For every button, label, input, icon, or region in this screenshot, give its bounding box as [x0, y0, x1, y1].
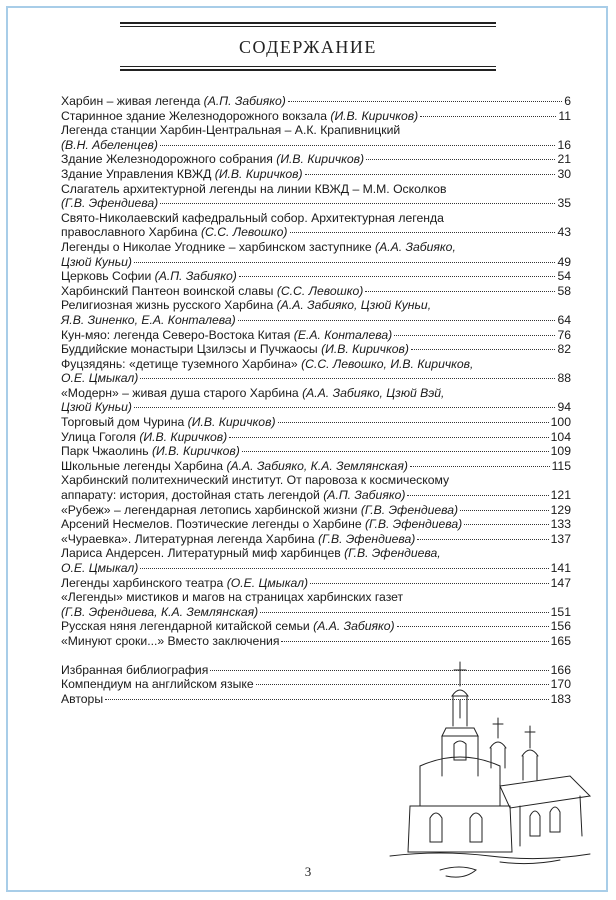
toc-entry-final-line [61, 94, 571, 109]
toc-entry [61, 634, 571, 649]
toc-entry-title [61, 677, 254, 692]
toc-entry [61, 444, 571, 459]
toc-entry-authors: (И.В. Киричков) [187, 415, 276, 430]
toc-entry-text: «Чураевка». Литературная легенда Харбина [61, 531, 319, 546]
toc-page-number: 104 [550, 429, 571, 444]
toc-entry-title [61, 517, 462, 532]
toc-entry-title [61, 255, 132, 270]
toc-entry-authors: (А.П. Забияко) [203, 94, 286, 108]
toc-entry-line [61, 211, 571, 226]
toc-leader-dots [410, 466, 550, 467]
toc-page-number: 137 [550, 531, 571, 546]
toc-entry [61, 532, 571, 547]
toc-entry-text: «Минуют сроки...» Вместо заключения [61, 633, 280, 648]
toc-entry-final-line [61, 459, 571, 474]
toc-entry [61, 284, 571, 299]
toc-entry [61, 619, 571, 634]
toc-entry-title [61, 167, 303, 182]
toc-entry-text: Церковь Софии [61, 269, 155, 284]
toc-entry-text: Торговый дом Чурина [61, 415, 188, 430]
toc-entry-title [61, 196, 158, 211]
toc-page-number: 121 [550, 488, 571, 503]
toc-page-number: 100 [550, 415, 571, 430]
toc-entry-authors: (С.С. Левошко) [200, 225, 288, 240]
toc-entry [61, 342, 571, 357]
toc-entry [61, 576, 571, 591]
toc-entry-text: Слагатель архитектурной легенды на линии КВЖД – М.М. Осколков [61, 181, 447, 196]
toc-entry-authors: Цзюй Куньи) [61, 254, 132, 269]
toc-leader-dots [288, 101, 562, 102]
toc-leader-dots [411, 349, 556, 350]
toc-entry-text: Свято-Николаевский кафедральный собор. Архитектурная легенда [61, 210, 444, 225]
toc-page-number: 133 [550, 517, 571, 532]
toc-entry-final-line [61, 576, 571, 591]
toc-entry-title [61, 430, 227, 445]
toc-entry [61, 430, 571, 445]
toc-leader-dots [134, 407, 555, 408]
toc-entry-authors: О.Е. Цмыкал) [61, 371, 139, 386]
toc-entry-title [61, 371, 138, 386]
toc-page-number: 21 [557, 152, 571, 167]
toc-entry-title [61, 503, 458, 518]
toc-entry-text: «Рубеж» – легендарная летопись харбинской жизни [61, 502, 361, 517]
toc-entry-title [61, 109, 418, 124]
toc-entry-title [61, 488, 405, 503]
toc-entry-title [61, 342, 409, 357]
toc-entry-text: Кун-мяо: легенда Северо-Востока Китая [61, 327, 294, 342]
toc-entry-final-line [61, 619, 571, 634]
toc-entry-title [61, 576, 308, 591]
toc-entry-text: Легенды о Николае Угоднике – харбинском заступнике [61, 239, 376, 254]
toc-entry-title [61, 561, 138, 576]
toc-entry-authors: (И.В. Киричков) [151, 444, 240, 459]
toc-entry [61, 503, 571, 518]
toc-leader-dots [260, 612, 548, 613]
toc-entry-text: Арсений Несмелов. Поэтические легенды о Харбине [61, 517, 365, 532]
toc-entry-line [61, 298, 571, 313]
toc-entry-title [61, 619, 395, 634]
toc-leader-dots [281, 641, 548, 642]
toc-page-number: 64 [557, 312, 571, 327]
toc-leader-dots [460, 510, 549, 511]
toc-entry-authors: (А.П. Забияко) [154, 269, 237, 284]
toc-entry-authors: (Г.В. Эфендиева) [364, 517, 463, 532]
toc-entry-authors: (И.В. Киричков) [214, 166, 303, 181]
toc-leader-dots [134, 262, 555, 263]
toc-entry [61, 386, 571, 415]
toc-entry-final-line [61, 225, 571, 240]
toc-entry-text: Религиозная жизнь русского Харбина [61, 298, 277, 313]
toc-entry-authors: Я.В. Зиненко, Е.А. Конталева) [61, 312, 236, 327]
toc-entry-text: аппарату: история, достойная стать легендой [61, 488, 324, 503]
toc-entry [61, 517, 571, 532]
toc-page-number: 165 [550, 633, 571, 648]
toc-entry [61, 152, 571, 167]
toc-entry-title [61, 444, 240, 459]
toc-entry-text: Улица Гоголя [61, 429, 140, 444]
toc-entry-final-line [61, 196, 571, 211]
toc-entry-final-line [61, 415, 571, 430]
toc-entry-authors: Цзюй Куньи) [61, 400, 132, 415]
toc-entry-title [61, 634, 279, 649]
toc-entry-authors: (С.С. Левошко) [276, 283, 364, 298]
toc-entry [61, 546, 571, 575]
toc-page-number: 43 [557, 225, 571, 240]
toc-entry-text: Харбинский Пантеон воинской славы [61, 283, 277, 298]
toc-entry-title [61, 328, 392, 343]
toc-entry-title [61, 532, 415, 547]
toc-entry-text: Парк Чжаолинь [61, 444, 152, 459]
toc-leader-dots [407, 495, 548, 496]
toc-entry [61, 459, 571, 474]
toc-leader-dots [160, 145, 556, 146]
toc-page-number: 11 [558, 108, 571, 123]
toc-entry-line [61, 386, 571, 401]
toc-entry [61, 240, 571, 269]
toc-entry-line [61, 357, 571, 372]
toc-entry-text: Легенды харбинского театра [61, 575, 227, 590]
toc-entry-final-line [61, 634, 571, 649]
toc-entry-authors: (А.А. Забияко, Цзюй Куньи, [276, 298, 432, 313]
toc-leader-dots [365, 291, 555, 292]
toc-entry-authors: (И.В. Киричков) [330, 108, 419, 123]
toc-entry [61, 211, 571, 240]
toc-entry-authors: (А.А. Забияко) [313, 619, 395, 634]
toc-page-number: 76 [557, 327, 571, 342]
toc-entry-title [61, 400, 132, 415]
toc-entry-text: Старинное здание Железнодорожного вокзала [61, 108, 331, 123]
toc-entry-text: Фуцзядянь: «детище туземного Харбина» [61, 356, 302, 371]
toc-entry-text: Буддийские монастыри Цзилэсы и Пучжаосы [61, 342, 322, 357]
toc-entry-final-line [61, 488, 571, 503]
toc-page-number: 58 [557, 283, 571, 298]
toc-entry [61, 357, 571, 386]
toc-page-number: 170 [550, 677, 571, 692]
toc-page-number: 54 [557, 269, 571, 284]
toc-leader-dots [140, 568, 548, 569]
toc-entry-final-line [61, 109, 571, 124]
toc-entry-final-line [61, 313, 571, 328]
toc-entry-final-line [61, 284, 571, 299]
church-sketch-illustration [380, 656, 600, 886]
toc-entry-final-line [61, 400, 571, 415]
toc-entry [61, 123, 571, 152]
toc-leader-dots [160, 203, 555, 204]
toc-leader-dots [238, 320, 556, 321]
toc-entry-title [61, 313, 236, 328]
page-number: 3 [304, 864, 312, 879]
toc-entry [61, 182, 571, 211]
toc-page-number: 49 [557, 254, 571, 269]
toc-entry-authors: (Г.В. Эфендиева) [318, 531, 416, 546]
toc-entry-text: Авторы [61, 691, 104, 706]
toc-entry-title [61, 94, 286, 109]
toc-leader-dots [397, 626, 549, 627]
toc-main-list [61, 94, 571, 649]
toc-page-number: 147 [550, 575, 571, 590]
toc-entry-text: «Легенды» мистиков и магов на страницах харбинских газет [61, 590, 404, 605]
toc-page-number: 16 [557, 137, 571, 152]
toc-entry-authors: (А.А. Забияко, [375, 239, 456, 254]
toc-entry-authors: (И.В. Киричков) [321, 342, 409, 357]
toc-entry-authors: (И.В. Киричков) [139, 429, 228, 444]
toc-page-number: 141 [550, 561, 571, 575]
toc-entry [61, 109, 571, 124]
page-title: СОДЕРЖАНИЕ [239, 37, 377, 57]
toc-page-number: 82 [557, 342, 571, 357]
toc-entry-authors: (В.Н. Абеленцев) [61, 137, 158, 152]
toc-entry-authors: (А.П. Забияко) [323, 488, 406, 503]
toc-leader-dots [290, 232, 556, 233]
toc-entry-title [61, 269, 237, 284]
toc-entry [61, 415, 571, 430]
toc-leader-dots [140, 378, 555, 379]
toc-entry [61, 167, 571, 182]
toc-entry-authors: (Г.В. Эфендиева, К.А. Землянская) [61, 604, 259, 619]
toc-entry-text: Легенда станции Харбин-Центральная – А.К. Крапивницкий [61, 123, 401, 138]
toc-page-number: 151 [550, 604, 571, 619]
toc-entry-authors: (Г.В. Эфендиева, [344, 546, 441, 561]
toc-entry-final-line [61, 328, 571, 343]
toc-entry-final-line [61, 503, 571, 518]
toc-page-number: 183 [550, 691, 571, 706]
toc-leader-dots [305, 174, 556, 175]
toc-entry-text: Компендиум на английском языке [61, 677, 254, 692]
toc-entry-authors: (А.А. Забияко, Цзюй Вэй, [302, 385, 445, 400]
toc-leader-dots [366, 159, 555, 160]
toc-entry-text: Харбинский политехнический институт. От паровоза к космическому [61, 473, 450, 488]
toc-entry [61, 298, 571, 327]
toc-page-number: 30 [557, 166, 571, 181]
toc-entry-line [61, 182, 571, 197]
toc-entry-line [61, 590, 571, 605]
toc-entry-line [61, 546, 571, 561]
toc-entry-line [61, 240, 571, 255]
toc-leader-dots [239, 276, 556, 277]
toc-leader-dots [278, 422, 549, 423]
toc-entry-text: Русская няня легендарной китайской семьи [61, 619, 314, 634]
toc-entry-text: православного Харбина [61, 225, 201, 240]
toc-page-number: 88 [557, 371, 571, 386]
toc-entry-title [61, 415, 276, 430]
toc-entry-text: Лариса Андерсен. Литературный миф харбинцев [61, 546, 345, 561]
toc-entry-authors: (Г.В. Эфендиева) [61, 196, 159, 211]
toc-entry-final-line [61, 269, 571, 284]
toc-entry-title [61, 605, 258, 620]
toc-entry-title [61, 692, 103, 707]
toc-entry [61, 473, 571, 502]
toc-page-number: 6 [564, 94, 571, 108]
toc-entry-final-line [61, 605, 571, 620]
title-rule-top-thin [120, 26, 496, 27]
toc-entry-authors: (Е.А. Конталева) [293, 327, 393, 342]
toc-page-number: 156 [550, 619, 571, 634]
toc-leader-dots [310, 583, 549, 584]
toc-entry-final-line [61, 342, 571, 357]
title-rule-bottom-thin [120, 66, 496, 67]
toc-leader-dots [394, 335, 555, 336]
toc-entry-final-line [61, 152, 571, 167]
toc-entry-final-line [61, 430, 571, 445]
toc-entry-final-line [61, 371, 571, 386]
toc-entry-text: Здание Управления КВЖД [61, 166, 215, 181]
toc-entry-final-line [61, 138, 571, 153]
toc-page-number: 35 [557, 196, 571, 211]
toc-entry-title [61, 225, 288, 240]
toc-entry-final-line [61, 167, 571, 182]
toc-leader-dots [242, 451, 549, 452]
toc-entry-title [61, 138, 158, 153]
toc-entry-title [61, 459, 408, 474]
toc-page-number: 94 [557, 400, 571, 415]
toc-entry-final-line [61, 255, 571, 270]
toc-page-number: 129 [550, 502, 571, 517]
toc-entry-authors: (С.С. Левошко, И.В. Киричков, [301, 356, 474, 371]
toc-entry-authors: (Г.В. Эфендиева) [360, 502, 459, 517]
toc-leader-dots [420, 116, 556, 117]
toc-entry-authors: О.Е. Цмыкал) [61, 561, 139, 575]
toc-entry-authors: (А.А. Забияко, К.А. Землянская) [226, 458, 408, 473]
toc-entry-title [61, 152, 364, 167]
toc-entry-final-line [61, 444, 571, 459]
toc-entry-title [61, 284, 363, 299]
toc-page-number: 166 [550, 662, 571, 677]
toc-entry [61, 94, 571, 109]
toc-entry-title [61, 663, 208, 678]
toc-entry [61, 328, 571, 343]
toc-entry-final-line [61, 517, 571, 532]
toc-entry-line [61, 473, 571, 488]
toc-entry-text: Здание Железнодорожного собрания [61, 152, 277, 167]
toc-entry [61, 590, 571, 619]
toc-entry-authors: (О.Е. Цмыкал) [226, 575, 309, 590]
toc-entry-final-line [61, 532, 571, 547]
table-of-contents [61, 94, 571, 706]
toc-entry [61, 269, 571, 284]
toc-page-number: 115 [551, 458, 571, 473]
toc-leader-dots [417, 539, 548, 540]
toc-page-number: 109 [550, 444, 571, 459]
title-rule-bottom [120, 69, 496, 71]
toc-entry-authors: (И.В. Киричков) [276, 152, 365, 167]
toc-leader-dots [229, 437, 548, 438]
toc-entry-final-line [61, 561, 571, 576]
title-rule-top [120, 22, 496, 24]
toc-entry-text: «Модерн» – живая душа старого Харбина [61, 385, 303, 400]
toc-leader-dots [464, 524, 548, 525]
toc-entry-text: Школьные легенды Харбина [61, 458, 227, 473]
toc-entry-text: Харбин – живая легенда [61, 94, 204, 108]
toc-entry-text: Избранная библиография [61, 662, 209, 677]
toc-entry-line [61, 123, 571, 138]
